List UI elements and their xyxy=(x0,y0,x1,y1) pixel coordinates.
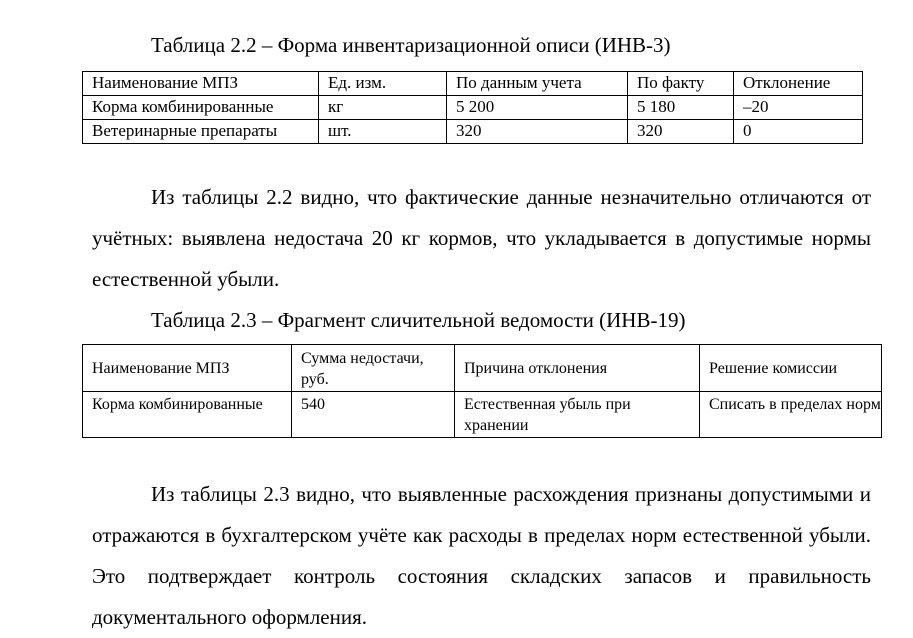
table-cell: Ветеринарные препараты xyxy=(83,120,319,144)
table-row xyxy=(83,120,863,144)
header-cell: Решение комиссии xyxy=(700,345,882,392)
table-cell: кг xyxy=(319,96,447,120)
table-row xyxy=(83,392,882,438)
header-cell: Сумма недостачи, руб. xyxy=(292,345,455,392)
table-cell: 540 xyxy=(292,392,455,438)
table-cell: Естественная убыль при хранении xyxy=(455,392,700,438)
header-cell: По факту xyxy=(628,72,734,96)
header-cell: Наименование МПЗ xyxy=(83,72,319,96)
header-cell: Ед. изм. xyxy=(319,72,447,96)
table-header-row xyxy=(83,72,863,96)
table-cell: 5 180 xyxy=(628,96,734,120)
table-cell: 5 200 xyxy=(447,96,628,120)
inventory-list-table xyxy=(82,71,863,144)
table-cell: 320 xyxy=(447,120,628,144)
table-cell: Корма комбинированные xyxy=(83,392,292,438)
table-header-row xyxy=(83,345,882,392)
table-cell: шт. xyxy=(319,120,447,144)
table-cell: –20 xyxy=(734,96,863,120)
header-cell: Причина отклонения xyxy=(455,345,700,392)
collation-statement-table xyxy=(82,344,882,438)
paragraph-table-2-3-analysis: Из таблицы 2.3 видно, что выявленные расхождения признаны допустимыми и отражаются в бухгалтерском учёте как расходы в пределах норм естественной убыли. Это подтверждает контроль состояния складских запасов и правильность документального оформления. xyxy=(92,482,871,629)
table-cell: Корма комбинированные xyxy=(83,96,319,120)
table-cell: Списать в пределах норм xyxy=(700,392,882,438)
table-2-2-caption: Таблица 2.2 – Форма инвентаризационной описи (ИНВ-3) xyxy=(151,33,671,57)
paragraph-table-2-2-analysis: Из таблицы 2.2 видно, что фактические данные незначительно отличаются от учётных: выявлена недостача 20 кг кормов, что укладывается в допустимые нормы естественной убыли. xyxy=(92,185,871,291)
header-cell: Отклонение xyxy=(734,72,863,96)
table-row xyxy=(83,96,863,120)
header-cell: Наименование МПЗ xyxy=(83,345,292,392)
header-cell: По данным учета xyxy=(447,72,628,96)
table-cell: 320 xyxy=(628,120,734,144)
table-cell: 0 xyxy=(734,120,863,144)
table-2-3-caption: Таблица 2.3 – Фрагмент сличительной ведомости (ИНВ-19) xyxy=(151,308,686,332)
